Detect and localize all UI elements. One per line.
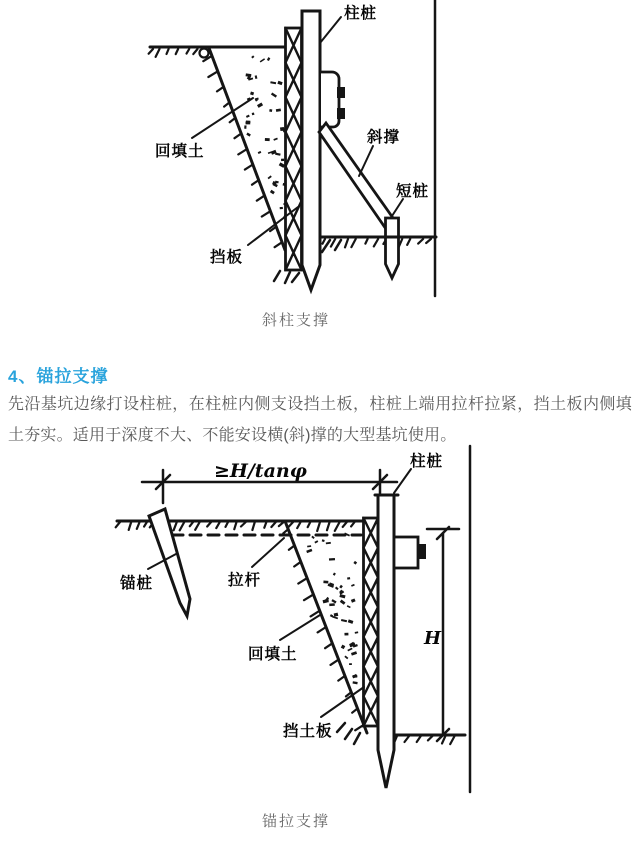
figure2-caption: 锚拉支撑	[261, 813, 330, 830]
figure1-caption: 斜柱支撑	[261, 312, 330, 329]
leader-backfill	[280, 615, 320, 640]
label-short-pile: 短桩	[396, 182, 430, 200]
slope-line	[285, 521, 367, 733]
leader-tie-rod	[252, 538, 284, 567]
slope-top-tuft	[200, 49, 209, 58]
label-column-pile: 柱桩	[410, 452, 444, 470]
bracket-nub	[418, 544, 426, 559]
column-pile-shape	[302, 11, 320, 290]
label-tie-rod: 拉杆	[228, 571, 262, 589]
bracket-nub	[337, 108, 345, 119]
label-column-pile: 柱桩	[344, 4, 378, 22]
leader-column-pile	[320, 17, 341, 43]
label-inclined-brace: 斜撑	[367, 128, 401, 146]
leader-backfill	[192, 98, 253, 138]
bracket-shape	[321, 72, 339, 127]
figure-anchor-pull-support	[0, 443, 635, 795]
label-anchor-pile: 锚桩	[120, 574, 154, 592]
leader-short-pile	[392, 199, 403, 216]
leader-inclined-brace	[359, 146, 373, 176]
label-dim-width: ≥H/tanφ	[214, 460, 307, 482]
label-backfill: 回填土	[248, 645, 298, 663]
bracket-nub	[337, 87, 345, 98]
section-paragraph: 先沿基坑边缘打设柱桩，在柱桩内侧支设挡土板，柱桩上端用拉杆拉紧，挡土板内侧填土夯实。适用于深度不大、不能安设横(斜)撑的大型基坑使用。	[8, 396, 632, 444]
label-baffle: 挡板	[210, 248, 244, 266]
backfill-speckles	[306, 532, 358, 684]
section-heading: 4、锚拉支撑	[8, 367, 109, 386]
column-pile-shape	[378, 495, 394, 788]
figure-inclined-column-support	[0, 0, 635, 300]
bracket-shape	[394, 537, 418, 568]
short-pile-shape	[386, 218, 399, 278]
label-dim-height: H	[424, 628, 442, 649]
label-backfill: 回填土	[155, 142, 205, 160]
label-retaining-board: 挡土板	[283, 722, 333, 740]
